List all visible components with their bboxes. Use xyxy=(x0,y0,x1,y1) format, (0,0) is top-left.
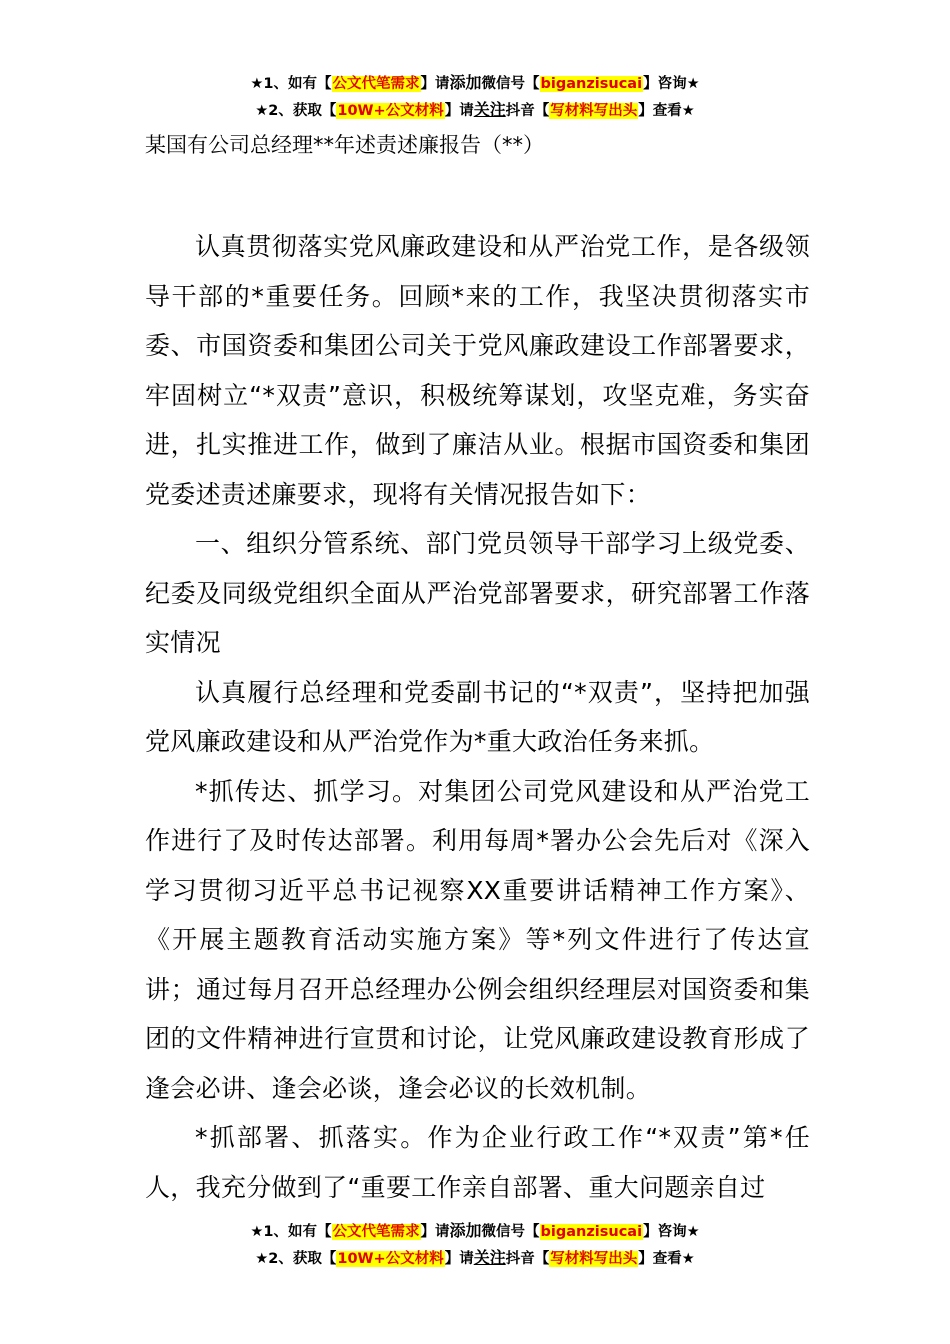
banner-emphasis: 关注 xyxy=(473,100,506,119)
banner-highlight: biganzisucai xyxy=(540,1224,643,1240)
banner-highlight: 公文代笔需求 xyxy=(332,76,420,92)
paragraph-intro: 认真贯彻落实党风廉政建设和从严治党工作，是各级领导干部的*重要任务。回顾*来的工作，我坚决贯彻落实市委、市国资委和集团公司关于党风廉政建设工作部署要求，牢固树立“*双责”意识，积极统筹谋划，攻坚克难，务实奋进，扎实推进工作，做到了廉洁从业。根据市国资委和集团党委述责述廉要求，现将有关情况报告如下： xyxy=(145,232,810,509)
banner-highlight: 公文代笔需求 xyxy=(332,1224,420,1240)
paragraph: *抓部署、抓落实。作为企业行政工作“*双责”第*任人，我充分做到了“重要工作亲自部署、重大问题亲自过 xyxy=(145,1123,810,1202)
section-heading-1: 一、组织分管系统、部门党员领导干部学习上级党委、纪委及同级党组织全面从严治党部署要求，研究部署工作落实情况 xyxy=(145,529,810,657)
banner-text: 】请 xyxy=(420,1224,450,1240)
banner-text: 】咨询★ xyxy=(643,1224,700,1240)
banner-text: 】请 xyxy=(444,103,474,119)
banner-highlight: 10W+公文材料 xyxy=(337,1251,444,1267)
banner-text: 抖音【 xyxy=(505,1251,550,1267)
banner-line-2 xyxy=(0,1245,950,1272)
banner-highlight: 写材料写出头 xyxy=(550,103,638,119)
banner-text: 微信号【 xyxy=(481,1224,540,1240)
banner-highlight: biganzisucai xyxy=(540,76,643,92)
paragraph: *抓传达、抓学习。对集团公司党风建设和从严治党工作进行了及时传达部署。利用每周*署办公会先后对《深入学习贯彻习近平总书记视察XX重要讲话精神工作方案》、《开展主题教育活动实施方案》等*列文件进行了传达宣讲；通过每月召开总经理办公例会组织经理层对国资委和集团的文件精神进行宣贯和讨论，让党风廉政建设教育形成了逢会必讲、逢会必谈，逢会必议的长效机制。 xyxy=(145,776,810,1103)
banner-text: ★1、如有【 xyxy=(250,76,332,92)
footer-banner xyxy=(0,1218,950,1272)
banner-text: 】查看★ xyxy=(638,1251,695,1267)
banner-emphasis: 添加 xyxy=(449,1221,482,1240)
banner-text: 】请 xyxy=(444,1251,474,1267)
banner-highlight: 写材料写出头 xyxy=(550,1251,638,1267)
banner-line-1 xyxy=(0,1218,950,1245)
banner-text: ★2、获取【 xyxy=(255,1251,337,1267)
banner-text: 】请 xyxy=(420,76,450,92)
banner-text: 】咨询★ xyxy=(643,76,700,92)
header-banner xyxy=(0,70,950,124)
banner-text: 】查看★ xyxy=(638,103,695,119)
banner-text: ★1、如有【 xyxy=(250,1224,332,1240)
banner-text: 微信号【 xyxy=(481,76,540,92)
banner-emphasis: 关注 xyxy=(473,1248,506,1267)
banner-line-2 xyxy=(0,97,950,124)
banner-highlight: 10W+公文材料 xyxy=(337,103,444,119)
document-body xyxy=(145,222,810,1212)
banner-text: ★2、获取【 xyxy=(255,103,337,119)
banner-text: 抖音【 xyxy=(505,103,550,119)
document-title: 某国有公司总经理**年述责述廉报告（**） xyxy=(145,133,544,157)
paragraph: 认真履行总经理和党委副书记的“*双责”，坚持把加强党风廉政建设和从严治党作为*重大政治任务来抓。 xyxy=(145,677,810,756)
banner-line-1 xyxy=(0,70,950,97)
banner-emphasis: 添加 xyxy=(449,73,482,92)
